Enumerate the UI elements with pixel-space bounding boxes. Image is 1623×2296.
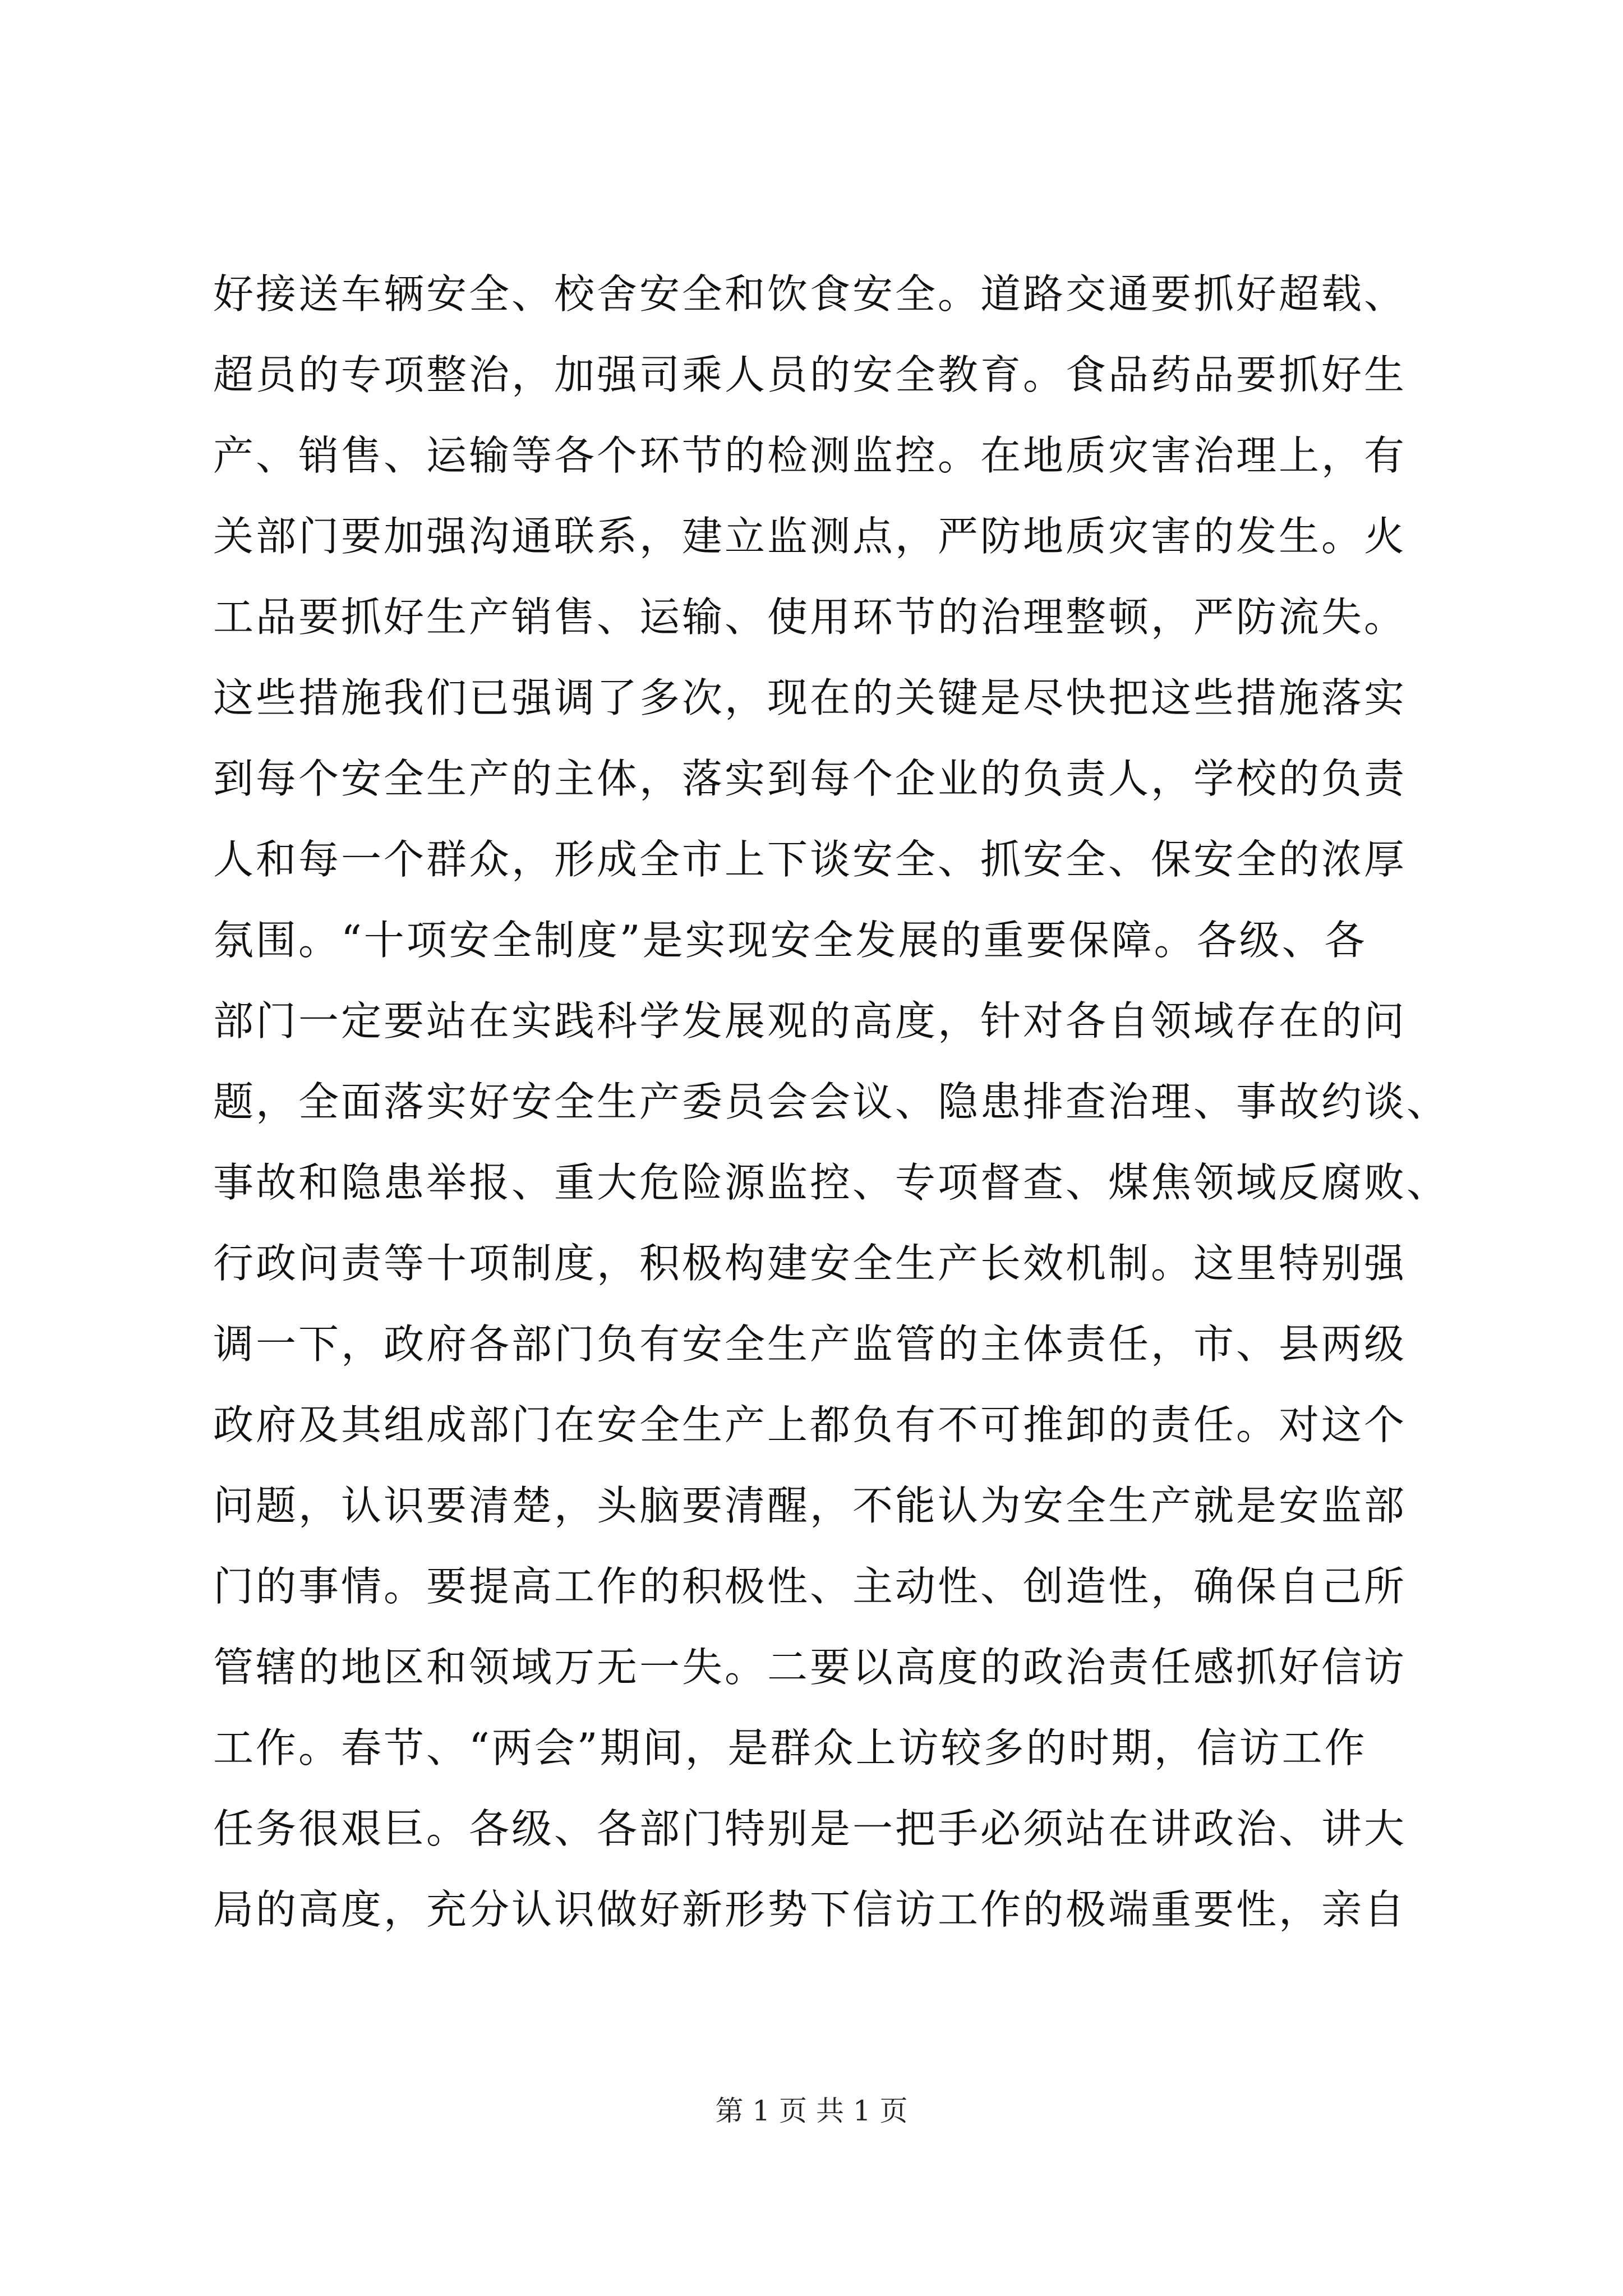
text-line: 调一下，政府各部门负有安全生产监管的主体责任，市、县两级 — [213, 1320, 1407, 1368]
text-line: 工作。春节、“两会”期间，是群众上访较多的时期，信访工作 — [213, 1724, 1367, 1772]
text-line: 超员的专项整治，加强司乘人员的安全教育。食品药品要抓好生 — [213, 351, 1407, 398]
text-line: 这些措施我们已强调了多次，现在的关键是尽快把这些措施落实 — [213, 674, 1407, 721]
text-line: 氛围。“十项安全制度”是实现安全发展的重要保障。各级、各 — [213, 917, 1367, 964]
text-line: 工品要抓好生产销售、运输、使用环节的治理整顿，严防流失。 — [213, 593, 1407, 641]
text-line: 管辖的地区和领域万无一失。二要以高度的政治责任感抓好信访 — [213, 1644, 1407, 1691]
text-line: 题，全面落实好安全生产委员会会议、隐患排查治理、事故约谈、 — [213, 1078, 1450, 1125]
text-line: 部门一定要站在实践科学发展观的高度，针对各自领域存在的问 — [213, 997, 1407, 1045]
text-line: 任务很艰巨。各级、各部门特别是一把手必须站在讲政治、讲大 — [213, 1805, 1407, 1852]
body-text — [213, 254, 1450, 1950]
text-line: 好接送车辆安全、校舍安全和饮食安全。道路交通要抓好超载、 — [213, 270, 1407, 318]
text-line: 政府及其组成部门在安全生产上都负有不可推卸的责任。对这个 — [213, 1401, 1407, 1448]
text-line: 关部门要加强沟通联系，建立监测点，严防地质灾害的发生。火 — [213, 513, 1407, 560]
text-line: 问题，认识要清楚，头脑要清醒，不能认为安全生产就是安监部 — [213, 1482, 1407, 1529]
text-line: 到每个安全生产的主体，落实到每个企业的负责人，学校的负责 — [213, 755, 1407, 802]
text-line: 事故和隐患举报、重大危险源监控、专项督查、煤焦领域反腐败、 — [213, 1159, 1450, 1206]
text-line: 行政问责等十项制度，积极构建安全生产长效机制。这里特别强 — [213, 1240, 1407, 1287]
text-line: 产、销售、运输等各个环节的检测监控。在地质灾害治理上，有 — [213, 432, 1407, 479]
text-line: 人和每一个群众，形成全市上下谈安全、抓安全、保安全的浓厚 — [213, 836, 1407, 883]
text-line: 门的事情。要提高工作的积极性、主动性、创造性，确保自己所 — [213, 1563, 1407, 1610]
text-line: 局的高度，充分认识做好新形势下信访工作的极端重要性，亲自 — [213, 1886, 1407, 1933]
page-footer: 第 1 页 共 1 页 — [715, 2095, 908, 2127]
